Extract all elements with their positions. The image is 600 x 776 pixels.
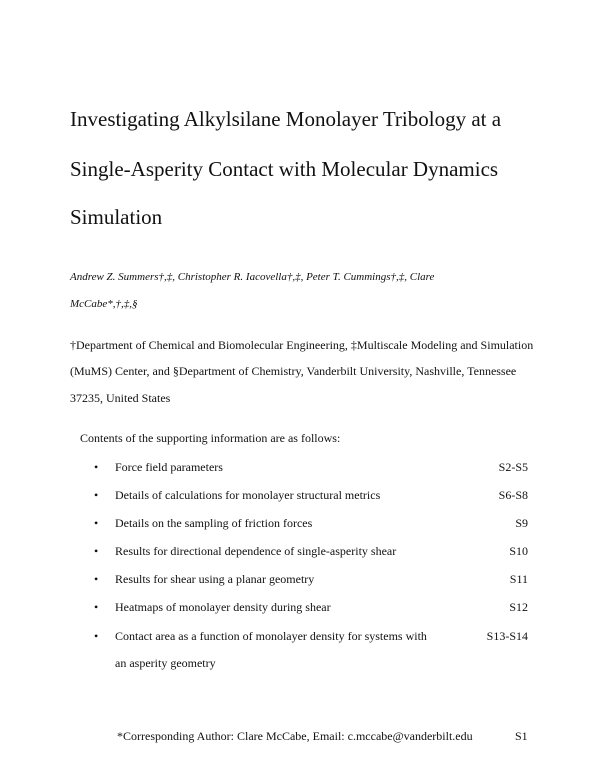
contents-item-pages: S10	[509, 544, 528, 558]
contents-item-label: Heatmaps of monolayer density during shear	[115, 600, 331, 614]
affiliation-line-1: †Department of Chemical and Biomolecular Engineering, ‡Multiscale Modeling and Simulation	[70, 338, 534, 352]
bullet: •	[94, 488, 99, 502]
title-line-3: Simulation	[70, 205, 163, 229]
contents-item-pages: S13-S14	[486, 629, 528, 643]
bullet: •	[94, 600, 99, 614]
contents-item-pages: S12	[509, 600, 528, 614]
authors-line-2: McCabe*,†,‡,§	[70, 298, 138, 310]
contents-item-pages: S9	[515, 516, 528, 530]
bullet: •	[94, 460, 99, 474]
bullet: •	[94, 544, 99, 558]
contents-item-label: Details on the sampling of friction forces	[115, 516, 313, 530]
affiliation-line-2: (MuMS) Center, and §Department of Chemistry, Vanderbilt University, Nashville, Tennessee	[70, 364, 517, 378]
title-line-2: Single-Asperity Contact with Molecular Dynamics	[70, 157, 499, 181]
authors-line-1: Andrew Z. Summers†,‡, Christopher R. Iacovella†,‡, Peter T. Cummings†,‡, Clare	[70, 271, 435, 283]
bullet: •	[94, 516, 99, 530]
contents-item-pages: S6-S8	[498, 488, 528, 502]
bullet: •	[94, 572, 99, 586]
contents-item-label: Details of calculations for monolayer structural metrics	[115, 488, 381, 502]
contents-item-pages: S2-S5	[498, 460, 528, 474]
contents-item-label: Force field parameters	[115, 460, 223, 474]
contents-item-label: Results for shear using a planar geometry	[115, 572, 315, 586]
affiliation-line-3: 37235, United States	[70, 391, 171, 405]
contents-item-label-continued: an asperity geometry	[115, 656, 216, 670]
contents-intro: Contents of the supporting information are as follows:	[80, 431, 341, 445]
title-line-1: Investigating Alkylsilane Monolayer Tribology at a	[70, 107, 502, 131]
contents-item-label: Results for directional dependence of single-asperity shear	[115, 544, 397, 558]
page-number: S1	[515, 729, 528, 743]
bullet: •	[94, 629, 99, 643]
contents-item-pages: S11	[509, 572, 528, 586]
corresponding-author-note: *Corresponding Author: Clare McCabe, Email: c.mccabe@vanderbilt.edu	[117, 729, 473, 743]
contents-item-label: Contact area as a function of monolayer density for systems with	[115, 629, 427, 643]
